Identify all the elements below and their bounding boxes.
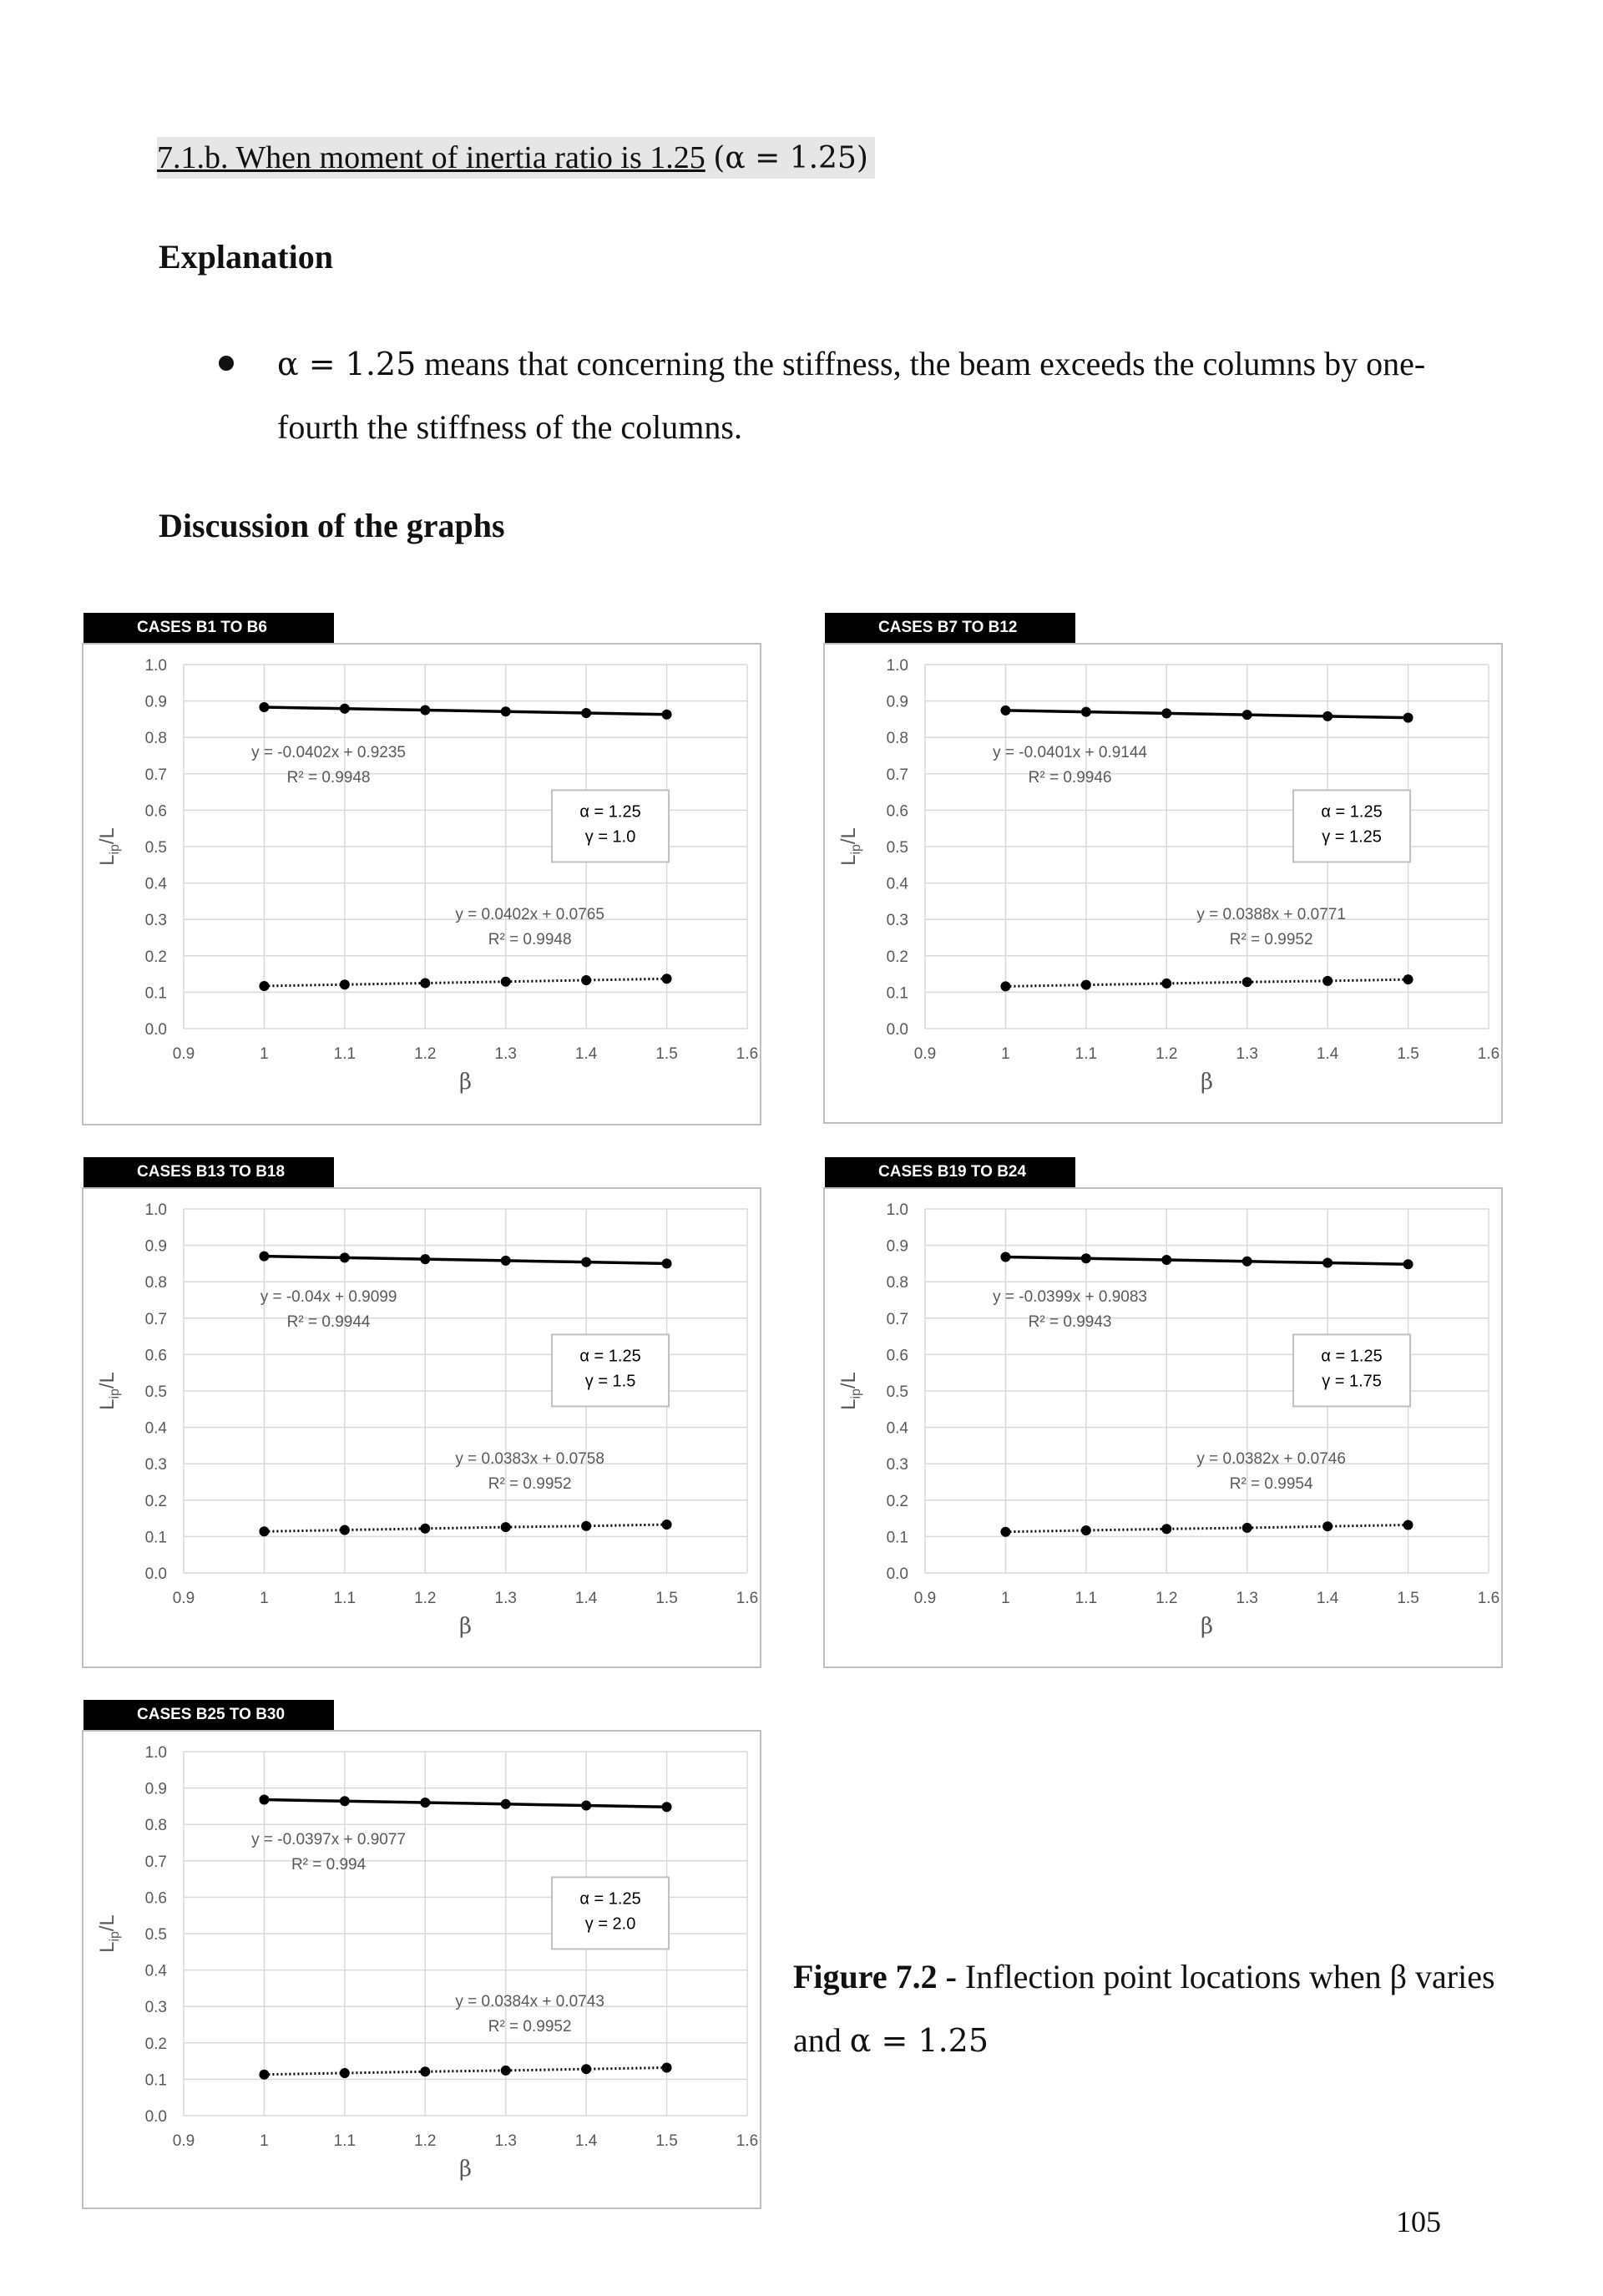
x-tick-label: 1.1 xyxy=(1075,1045,1098,1063)
data-point xyxy=(662,1258,672,1268)
y-tick-label: 0.2 xyxy=(886,948,908,966)
x-tick-label: 1.4 xyxy=(1316,1590,1339,1607)
data-point xyxy=(501,1522,511,1532)
data-point xyxy=(1403,974,1413,984)
data-point xyxy=(259,2070,269,2080)
chart-frame xyxy=(823,643,1503,1124)
section-title xyxy=(157,137,875,179)
legend-box xyxy=(552,790,669,862)
chart-frame xyxy=(82,1730,761,2209)
data-point xyxy=(501,1256,511,1266)
x-tick-label: 1.5 xyxy=(1397,1590,1419,1607)
data-point xyxy=(259,1795,269,1805)
x-tick-label: 1.6 xyxy=(736,1590,759,1607)
x-tick-label: 1.2 xyxy=(414,1590,437,1607)
series-line-upper xyxy=(264,1257,666,1264)
explanation-bullet xyxy=(277,332,1463,459)
data-point xyxy=(581,975,591,985)
data-point xyxy=(1403,713,1413,723)
data-point xyxy=(581,2064,591,2074)
caption-math: α = 1.25 xyxy=(849,2022,989,2059)
y-tick-label: 0.6 xyxy=(886,1347,908,1365)
trendline-equation: y = -0.04x + 0.9099 xyxy=(260,1288,397,1307)
y-tick-label: 0.7 xyxy=(144,766,167,784)
x-tick-label: 0.9 xyxy=(172,2132,195,2150)
data-point xyxy=(501,2066,511,2076)
trendline-r2: R² = 0.9948 xyxy=(286,769,371,787)
series-line-upper xyxy=(264,1800,666,1808)
x-tick-label: 1.3 xyxy=(494,1045,517,1063)
y-tick-label: 0.2 xyxy=(144,948,167,966)
data-point xyxy=(581,1257,591,1267)
data-point xyxy=(259,1526,269,1536)
series-line-lower xyxy=(264,2067,666,2074)
data-point xyxy=(501,706,511,716)
trendline-r2: R² = 0.9952 xyxy=(1229,931,1313,949)
chart-label: CASES B13 TO B18 xyxy=(83,1157,334,1187)
x-tick-label: 1.6 xyxy=(736,2132,759,2150)
x-tick-label: 1.2 xyxy=(1155,1590,1178,1607)
y-tick-label: 0.4 xyxy=(886,875,908,893)
x-tick-label: 1 xyxy=(260,1045,269,1063)
trendline-equation: y = 0.0382x + 0.0746 xyxy=(1196,1450,1346,1469)
x-tick-label: 1.5 xyxy=(655,1045,678,1063)
section-title-math: (α = 1.25) xyxy=(713,141,868,175)
x-tick-label: 1 xyxy=(260,1590,269,1607)
y-tick-label: 0.1 xyxy=(144,984,167,1003)
data-point xyxy=(1000,1527,1010,1537)
x-axis-label: β xyxy=(1200,1070,1214,1095)
y-tick-label: 0.7 xyxy=(144,1310,167,1328)
x-tick-label: 1.3 xyxy=(1236,1045,1258,1063)
y-tick-label: 0.7 xyxy=(886,766,908,784)
caption-text: Inflection point locations when β varies and xyxy=(793,1958,1495,2059)
x-tick-label: 1.1 xyxy=(1075,1590,1098,1607)
legend-text: γ = 2.0 xyxy=(584,1914,636,1934)
x-axis-label: β xyxy=(458,2157,473,2182)
data-point xyxy=(420,705,430,716)
y-tick-label: 0.3 xyxy=(886,912,908,930)
legend-box xyxy=(1293,1334,1410,1406)
trendline-equation: y = 0.0402x + 0.0765 xyxy=(455,906,604,924)
inflection-chart xyxy=(825,1189,1504,1670)
data-point xyxy=(1161,1255,1171,1265)
y-tick-label: 0.5 xyxy=(886,1383,908,1401)
bullet-math: α = 1.25 xyxy=(277,346,417,382)
x-tick-label: 1 xyxy=(1001,1045,1010,1063)
y-axis-label: $L_{ip}/L$ xyxy=(96,1914,122,1953)
data-point xyxy=(1161,979,1171,989)
y-tick-label: 0.8 xyxy=(886,1274,908,1292)
x-tick-label: 0.9 xyxy=(172,1590,195,1607)
inflection-chart xyxy=(83,1189,763,1670)
series-line-lower xyxy=(1005,1525,1408,1531)
x-tick-label: 1.1 xyxy=(333,2132,357,2150)
x-tick-label: 1.2 xyxy=(414,1045,437,1063)
data-point xyxy=(259,1252,269,1262)
trendline-r2: R² = 0.994 xyxy=(291,1856,367,1874)
data-point xyxy=(662,2062,672,2072)
data-point xyxy=(420,1798,430,1808)
x-tick-label: 0.9 xyxy=(913,1590,937,1607)
trendline-r2: R² = 0.9954 xyxy=(1229,1475,1313,1494)
y-axis-label: $L_{ip}/L$ xyxy=(837,1372,863,1410)
data-point xyxy=(340,704,350,714)
y-tick-label: 0.1 xyxy=(144,1529,167,1547)
trendline-r2: R² = 0.9946 xyxy=(1028,769,1112,787)
data-point xyxy=(1322,1258,1332,1268)
y-axis-label: $L_{ip}/L$ xyxy=(837,827,863,866)
x-tick-label: 1.2 xyxy=(414,2132,437,2150)
data-point xyxy=(420,2066,430,2076)
legend-text: α = 1.25 xyxy=(579,802,641,822)
data-point xyxy=(1081,1253,1091,1263)
x-tick-label: 1.6 xyxy=(1477,1045,1500,1063)
y-tick-label: 0.3 xyxy=(144,912,167,930)
y-tick-label: 0.9 xyxy=(144,693,167,711)
x-tick-label: 1.6 xyxy=(736,1045,759,1063)
y-tick-label: 0.2 xyxy=(144,2035,167,2053)
data-point xyxy=(340,979,350,989)
data-point xyxy=(581,1521,591,1531)
caption-label: Figure 7.2 - xyxy=(793,1958,957,1995)
x-axis-label: β xyxy=(458,1070,473,1095)
trendline-equation: y = 0.0384x + 0.0743 xyxy=(455,1993,604,2011)
x-tick-label: 1.3 xyxy=(494,1590,517,1607)
data-point xyxy=(259,702,269,712)
data-point xyxy=(1242,1257,1252,1267)
legend-text: α = 1.25 xyxy=(579,1889,641,1909)
y-tick-label: 0.8 xyxy=(886,730,908,748)
data-point xyxy=(1322,1521,1332,1531)
series-line-lower xyxy=(264,1525,666,1531)
y-tick-label: 1.0 xyxy=(144,1201,167,1219)
data-point xyxy=(662,1802,672,1812)
x-tick-label: 1.5 xyxy=(655,1590,678,1607)
x-axis-label: β xyxy=(1200,1614,1214,1639)
legend-text: α = 1.25 xyxy=(1321,1347,1383,1366)
x-tick-label: 1.1 xyxy=(333,1590,357,1607)
trendline-equation: y = -0.0399x + 0.9083 xyxy=(993,1288,1148,1307)
y-tick-label: 0.9 xyxy=(144,1780,167,1798)
trendline-r2: R² = 0.9943 xyxy=(1028,1313,1112,1332)
y-tick-label: 0.6 xyxy=(144,1347,167,1365)
data-point xyxy=(1242,977,1252,987)
legend-text: γ = 1.25 xyxy=(1322,827,1382,847)
y-tick-label: 0.5 xyxy=(144,1383,167,1401)
explanation-heading: Explanation xyxy=(159,238,333,276)
chart-label: CASES B25 TO B30 xyxy=(83,1700,334,1730)
y-tick-label: 0.9 xyxy=(886,693,908,711)
page-number: 105 xyxy=(1396,2205,1441,2238)
legend-text: α = 1.25 xyxy=(1321,802,1383,822)
trendline-r2: R² = 0.9952 xyxy=(488,2018,572,2036)
y-tick-label: 0.9 xyxy=(144,1237,167,1256)
y-tick-label: 0.1 xyxy=(886,1529,908,1547)
y-tick-label: 0.0 xyxy=(886,1021,908,1039)
chart-label: CASES B7 TO B12 xyxy=(825,613,1075,643)
trendline-equation: y = 0.0388x + 0.0771 xyxy=(1196,906,1346,924)
data-point xyxy=(420,979,430,989)
inflection-chart xyxy=(83,1732,763,2211)
inflection-chart xyxy=(83,645,763,1127)
y-tick-label: 0.6 xyxy=(144,1889,167,1908)
series-line-upper xyxy=(1005,1257,1408,1265)
data-point xyxy=(259,981,269,991)
trendline-r2: R² = 0.9948 xyxy=(488,931,572,949)
y-tick-label: 0.4 xyxy=(144,1419,167,1438)
trendline-r2: R² = 0.9952 xyxy=(488,1475,572,1494)
y-tick-label: 0.7 xyxy=(886,1310,908,1328)
x-tick-label: 1.4 xyxy=(1316,1045,1339,1063)
data-point xyxy=(581,708,591,718)
y-tick-label: 0.8 xyxy=(144,1274,167,1292)
figure-caption xyxy=(793,1945,1511,2072)
data-point xyxy=(1000,705,1010,716)
data-point xyxy=(340,1252,350,1262)
x-tick-label: 1 xyxy=(1001,1590,1010,1607)
legend-box xyxy=(552,1877,669,1949)
data-point xyxy=(1081,1525,1091,1535)
x-tick-label: 1.5 xyxy=(655,2132,678,2150)
y-tick-label: 0.2 xyxy=(144,1492,167,1510)
chart-frame xyxy=(823,1187,1503,1668)
chart-frame xyxy=(82,643,761,1125)
y-tick-label: 0.1 xyxy=(886,984,908,1003)
data-point xyxy=(1081,980,1091,990)
data-point xyxy=(1322,976,1332,986)
legend-text: γ = 1.0 xyxy=(584,827,636,847)
series-line-upper xyxy=(1005,711,1408,718)
y-tick-label: 0.0 xyxy=(144,1021,167,1039)
y-tick-label: 0.4 xyxy=(144,1962,167,1980)
y-tick-label: 0.5 xyxy=(144,839,167,857)
y-tick-label: 0.1 xyxy=(144,2071,167,2090)
data-point xyxy=(1242,710,1252,720)
data-point xyxy=(340,1796,350,1806)
data-point xyxy=(1322,711,1332,721)
y-tick-label: 0.0 xyxy=(886,1565,908,1583)
chart-label: CASES B19 TO B24 xyxy=(825,1157,1075,1187)
y-tick-label: 0.2 xyxy=(886,1492,908,1510)
data-point xyxy=(662,974,672,984)
data-point xyxy=(581,1801,591,1811)
trendline-equation: y = -0.0401x + 0.9144 xyxy=(993,744,1148,762)
legend-box xyxy=(1293,790,1410,862)
x-tick-label: 1.4 xyxy=(574,1045,598,1063)
data-point xyxy=(501,977,511,987)
legend-text: α = 1.25 xyxy=(579,1347,641,1366)
bullet-text: means that concerning the stiffness, the beam exceeds the columns by one-fourth the stiffness of the columns. xyxy=(277,345,1426,446)
data-point xyxy=(420,1524,430,1534)
x-axis-label: β xyxy=(458,1614,473,1639)
series-line-lower xyxy=(1005,979,1408,986)
legend-box xyxy=(552,1334,669,1406)
x-tick-label: 1.6 xyxy=(1477,1590,1500,1607)
y-tick-label: 0.8 xyxy=(144,730,167,748)
section-title-text: 7.1.b. When moment of inertia ratio is 1.25 xyxy=(157,140,705,175)
data-point xyxy=(1242,1523,1252,1533)
x-tick-label: 1.4 xyxy=(574,2132,598,2150)
y-tick-label: 0.5 xyxy=(144,1926,167,1944)
y-tick-label: 0.4 xyxy=(886,1419,908,1438)
trendline-equation: y = -0.0397x + 0.9077 xyxy=(251,1831,407,1849)
trendline-equation: y = 0.0383x + 0.0758 xyxy=(455,1450,604,1469)
x-tick-label: 1.2 xyxy=(1155,1045,1178,1063)
data-point xyxy=(1000,1252,1010,1262)
data-point xyxy=(1403,1520,1413,1530)
data-point xyxy=(340,2068,350,2078)
data-point xyxy=(420,1254,430,1264)
x-tick-label: 1.5 xyxy=(1397,1045,1419,1063)
data-point xyxy=(1081,707,1091,717)
y-tick-label: 1.0 xyxy=(144,657,167,675)
x-tick-label: 0.9 xyxy=(172,1045,195,1063)
chart-label: CASES B1 TO B6 xyxy=(83,613,334,643)
y-axis-label: $L_{ip}/L$ xyxy=(96,1372,122,1410)
discussion-heading: Discussion of the graphs xyxy=(159,507,505,544)
y-tick-label: 0.8 xyxy=(144,1817,167,1835)
y-tick-label: 0.5 xyxy=(886,839,908,857)
data-point xyxy=(501,1799,511,1809)
y-tick-label: 0.0 xyxy=(144,1565,167,1583)
x-tick-label: 1.3 xyxy=(1236,1590,1258,1607)
data-point xyxy=(1161,1524,1171,1534)
chart-frame xyxy=(82,1187,761,1668)
y-tick-label: 0.3 xyxy=(144,1456,167,1474)
y-axis-label: $L_{ip}/L$ xyxy=(96,827,122,866)
data-point xyxy=(662,1520,672,1530)
inflection-chart xyxy=(825,645,1504,1125)
data-point xyxy=(662,710,672,720)
y-tick-label: 0.4 xyxy=(144,875,167,893)
legend-text: γ = 1.75 xyxy=(1322,1372,1382,1391)
y-tick-label: 0.6 xyxy=(144,802,167,821)
data-point xyxy=(1161,708,1171,718)
bullet-icon xyxy=(219,356,234,371)
data-point xyxy=(1403,1259,1413,1269)
data-point xyxy=(1000,981,1010,991)
x-tick-label: 1.3 xyxy=(494,2132,517,2150)
x-tick-label: 1.1 xyxy=(333,1045,357,1063)
x-tick-label: 1.4 xyxy=(574,1590,598,1607)
x-tick-label: 1 xyxy=(260,2132,269,2150)
y-tick-label: 0.6 xyxy=(886,802,908,821)
trendline-equation: y = -0.0402x + 0.9235 xyxy=(251,744,407,762)
trendline-r2: R² = 0.9944 xyxy=(286,1313,371,1332)
y-tick-label: 1.0 xyxy=(144,1744,167,1762)
series-line-upper xyxy=(264,707,666,715)
x-tick-label: 0.9 xyxy=(913,1045,937,1063)
y-tick-label: 1.0 xyxy=(886,1201,908,1219)
legend-text: γ = 1.5 xyxy=(584,1372,636,1391)
y-tick-label: 0.3 xyxy=(144,1999,167,2017)
y-tick-label: 0.0 xyxy=(144,2108,167,2126)
y-tick-label: 0.3 xyxy=(886,1456,908,1474)
y-tick-label: 0.7 xyxy=(144,1853,167,1871)
data-point xyxy=(340,1525,350,1535)
y-tick-label: 0.9 xyxy=(886,1237,908,1256)
series-line-lower xyxy=(264,979,666,986)
y-tick-label: 1.0 xyxy=(886,657,908,675)
